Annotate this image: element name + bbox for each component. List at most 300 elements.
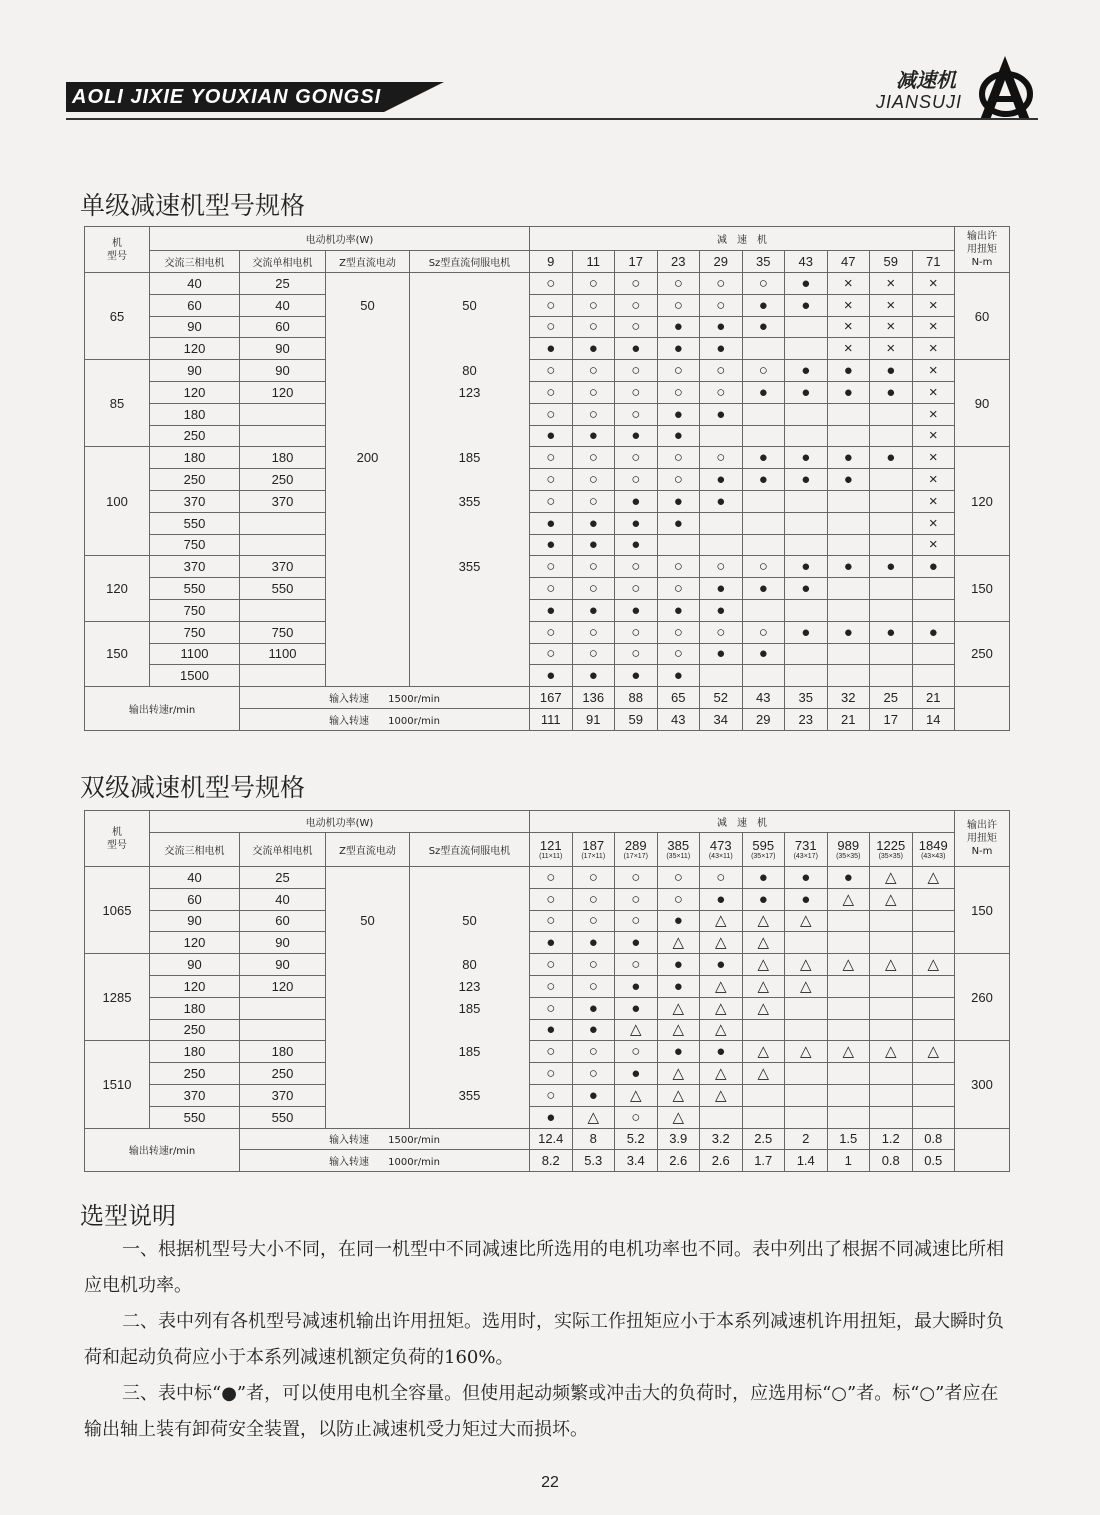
suitability-mark: ● xyxy=(700,338,743,360)
suitability-mark xyxy=(827,1106,870,1128)
suitability-mark: ○ xyxy=(530,643,573,665)
ratio-header: 473 (43×11) xyxy=(700,833,743,867)
ratio-header: 71 xyxy=(912,251,955,273)
power-cell: 50 xyxy=(410,910,530,932)
output-speed-value: 59 xyxy=(615,708,658,730)
suitability-mark: ○ xyxy=(700,273,743,295)
suitability-mark: ● xyxy=(785,578,828,600)
power-cell xyxy=(240,534,326,556)
model-cell: 1510 xyxy=(85,1041,150,1128)
suitability-mark: ○ xyxy=(742,273,785,295)
company-banner: AOLI JIXIE YOUXIAN GONGSI xyxy=(66,82,384,112)
suitability-mark: △ xyxy=(912,954,955,976)
suitability-mark: ● xyxy=(785,360,828,382)
suitability-mark xyxy=(742,534,785,556)
power-cell: 90 xyxy=(150,316,240,338)
suitability-mark xyxy=(912,643,955,665)
suitability-mark: ● xyxy=(870,447,913,469)
power-cell: 90 xyxy=(150,360,240,382)
note-paragraph-3: 三、表中标“●”者，可以使用电机全容量。但使用起动频繁或冲击大的负荷时，应选用标“○”者。标“○”者应在输出轴上装有卸荷安全装置，以防止减速机受力矩过大而损坏。 xyxy=(84,1383,999,1440)
suitability-mark: ● xyxy=(870,556,913,578)
power-cell: 90 xyxy=(150,910,240,932)
suitability-mark: ○ xyxy=(657,273,700,295)
suitability-mark xyxy=(870,512,913,534)
output-speed-value: 52 xyxy=(700,687,743,709)
suitability-mark: △ xyxy=(657,932,700,954)
power-cell xyxy=(410,578,530,600)
table-row xyxy=(85,425,1010,447)
power-cell xyxy=(410,1019,530,1041)
selection-notes-title: 选型说明 xyxy=(80,1202,176,1230)
suitability-mark: ○ xyxy=(530,888,573,910)
model-cell: 1065 xyxy=(85,867,150,954)
suitability-mark xyxy=(742,403,785,425)
suitability-mark: ○ xyxy=(657,556,700,578)
torque-header: 输出许 用扭矩 N-m xyxy=(955,811,1010,867)
suitability-mark: ○ xyxy=(615,381,658,403)
table-row xyxy=(85,1106,1010,1128)
power-cell: 120 xyxy=(150,338,240,360)
power-cell xyxy=(410,469,530,491)
suitability-mark: ● xyxy=(870,381,913,403)
suitability-mark: ● xyxy=(657,425,700,447)
suitability-mark xyxy=(785,316,828,338)
suitability-mark: ○ xyxy=(530,954,573,976)
suitability-mark xyxy=(785,665,828,687)
suitability-mark: △ xyxy=(700,975,743,997)
product-name-en: JIANSUJI xyxy=(875,92,962,112)
suitability-mark xyxy=(870,1106,913,1128)
suitability-mark: △ xyxy=(742,954,785,976)
power-cell: 355 xyxy=(410,1084,530,1106)
output-speed-value: 17 xyxy=(870,708,913,730)
suitability-mark xyxy=(827,425,870,447)
suitability-mark: ● xyxy=(615,1063,658,1085)
suitability-mark: ● xyxy=(530,512,573,534)
suitability-mark: × xyxy=(912,403,955,425)
suitability-mark: × xyxy=(912,512,955,534)
suitability-mark: ● xyxy=(530,338,573,360)
power-cell xyxy=(240,403,326,425)
motor-type-header: 交流三相电机 xyxy=(150,251,240,273)
suitability-mark: ○ xyxy=(530,447,573,469)
suitability-mark: △ xyxy=(870,888,913,910)
suitability-mark: ○ xyxy=(615,954,658,976)
table-row xyxy=(85,1063,1010,1085)
suitability-mark: △ xyxy=(785,954,828,976)
reducer-header: 减 速 机 xyxy=(530,227,955,251)
output-speed-value: 1.2 xyxy=(870,1128,913,1150)
suitability-mark xyxy=(742,1106,785,1128)
torque-cell: 260 xyxy=(955,954,1010,1041)
suitability-mark: × xyxy=(912,381,955,403)
power-cell xyxy=(326,954,410,976)
suitability-mark xyxy=(827,997,870,1019)
power-cell: 250 xyxy=(150,425,240,447)
suitability-mark: ● xyxy=(827,469,870,491)
suitability-mark: ● xyxy=(742,316,785,338)
suitability-mark: ○ xyxy=(530,556,573,578)
suitability-mark: ○ xyxy=(572,578,615,600)
suitability-mark: ○ xyxy=(530,910,573,932)
power-cell xyxy=(240,512,326,534)
suitability-mark: ● xyxy=(700,469,743,491)
product-name-cn: 减速机 xyxy=(896,68,956,92)
suitability-mark: ○ xyxy=(530,975,573,997)
suitability-mark: ○ xyxy=(657,888,700,910)
power-cell: 120 xyxy=(240,381,326,403)
suitability-mark xyxy=(870,599,913,621)
power-cell xyxy=(326,643,410,665)
suitability-mark: △ xyxy=(870,1041,913,1063)
double-stage-title: 双级减速机型号规格 xyxy=(80,773,306,802)
suitability-mark xyxy=(785,512,828,534)
power-cell: 123 xyxy=(410,975,530,997)
power-cell: 90 xyxy=(240,932,326,954)
power-cell xyxy=(410,425,530,447)
suitability-mark xyxy=(912,910,955,932)
suitability-mark: × xyxy=(827,294,870,316)
table-row xyxy=(85,360,1010,382)
suitability-mark xyxy=(827,1063,870,1085)
power-cell: 180 xyxy=(150,1041,240,1063)
suitability-mark: ○ xyxy=(700,360,743,382)
suitability-mark: ○ xyxy=(657,381,700,403)
power-cell: 90 xyxy=(240,954,326,976)
power-cell: 250 xyxy=(150,1019,240,1041)
suitability-mark: ○ xyxy=(572,469,615,491)
suitability-mark: ● xyxy=(615,932,658,954)
company-logo-icon xyxy=(974,54,1036,122)
suitability-mark xyxy=(785,599,828,621)
power-cell: 180 xyxy=(240,447,326,469)
output-speed-label: 输出转速r/min xyxy=(85,1128,240,1172)
suitability-mark xyxy=(870,1063,913,1085)
output-speed-value: 3.4 xyxy=(615,1150,658,1172)
suitability-mark: ● xyxy=(700,643,743,665)
output-speed-value: 5.3 xyxy=(572,1150,615,1172)
suitability-mark: △ xyxy=(700,997,743,1019)
suitability-mark: ● xyxy=(700,490,743,512)
suitability-mark xyxy=(827,643,870,665)
output-speed-value: 35 xyxy=(785,687,828,709)
suitability-mark xyxy=(785,1106,828,1128)
suitability-mark: △ xyxy=(912,1041,955,1063)
suitability-mark xyxy=(870,1019,913,1041)
torque-cell: 300 xyxy=(955,1041,1010,1128)
suitability-mark: ● xyxy=(870,360,913,382)
output-speed-value: 12.4 xyxy=(530,1128,573,1150)
output-speed-value: 32 xyxy=(827,687,870,709)
table-row xyxy=(85,381,1010,403)
reducer-header: 减 速 机 xyxy=(530,811,955,833)
suitability-mark: ○ xyxy=(615,360,658,382)
suitability-mark: ○ xyxy=(615,316,658,338)
suitability-mark: ○ xyxy=(615,867,658,889)
output-speed-value: 2.5 xyxy=(742,1128,785,1150)
suitability-mark: ● xyxy=(785,294,828,316)
suitability-mark: ○ xyxy=(700,867,743,889)
suitability-mark: ○ xyxy=(657,294,700,316)
ratio-header: 595 (35×17) xyxy=(742,833,785,867)
ratio-header: 989 (35×35) xyxy=(827,833,870,867)
suitability-mark: ○ xyxy=(700,447,743,469)
torque-cell: 120 xyxy=(955,447,1010,556)
ratio-header: 187 (17×11) xyxy=(572,833,615,867)
suitability-mark xyxy=(827,932,870,954)
table-row xyxy=(85,512,1010,534)
suitability-mark: △ xyxy=(785,1041,828,1063)
suitability-mark: ● xyxy=(530,1106,573,1128)
ratio-header: 59 xyxy=(870,251,913,273)
suitability-mark xyxy=(870,910,913,932)
table-row xyxy=(85,910,1010,932)
table-row xyxy=(85,665,1010,687)
suitability-mark: △ xyxy=(785,975,828,997)
suitability-mark: ● xyxy=(827,360,870,382)
suitability-mark xyxy=(870,425,913,447)
suitability-mark: ● xyxy=(657,954,700,976)
suitability-mark xyxy=(827,599,870,621)
suitability-mark: ● xyxy=(700,599,743,621)
power-cell: 90 xyxy=(240,338,326,360)
table-row xyxy=(85,273,1010,295)
speed-torque-blank xyxy=(955,1128,1010,1172)
suitability-mark: ○ xyxy=(572,403,615,425)
suitability-mark xyxy=(700,425,743,447)
suitability-mark: ○ xyxy=(572,1063,615,1085)
suitability-mark: △ xyxy=(615,1084,658,1106)
table-row xyxy=(85,621,1010,643)
power-cell: 550 xyxy=(150,578,240,600)
power-cell xyxy=(326,469,410,491)
suitability-mark xyxy=(870,643,913,665)
power-cell xyxy=(326,556,410,578)
output-speed-value: 21 xyxy=(912,687,955,709)
power-cell xyxy=(326,1041,410,1063)
suitability-mark: ○ xyxy=(700,621,743,643)
page-number: 22 xyxy=(541,1474,559,1491)
output-speed-value: 3.2 xyxy=(700,1128,743,1150)
input-speed-label: 输入转速 1000r/min xyxy=(240,1150,530,1172)
power-cell: 355 xyxy=(410,556,530,578)
suitability-mark: ○ xyxy=(615,1041,658,1063)
table-row xyxy=(85,469,1010,491)
suitability-mark: ● xyxy=(530,425,573,447)
suitability-mark: ○ xyxy=(657,867,700,889)
suitability-mark xyxy=(870,997,913,1019)
suitability-mark xyxy=(912,932,955,954)
power-cell: 120 xyxy=(150,381,240,403)
power-cell xyxy=(326,975,410,997)
suitability-mark xyxy=(912,975,955,997)
suitability-mark xyxy=(785,403,828,425)
suitability-mark: △ xyxy=(912,867,955,889)
power-cell: 123 xyxy=(410,381,530,403)
suitability-mark: ● xyxy=(572,338,615,360)
power-cell: 40 xyxy=(240,888,326,910)
suitability-mark xyxy=(870,665,913,687)
suitability-mark xyxy=(742,665,785,687)
suitability-mark: ● xyxy=(615,425,658,447)
torque-cell: 150 xyxy=(955,867,1010,954)
suitability-mark xyxy=(785,932,828,954)
table-row xyxy=(85,932,1010,954)
suitability-mark: ● xyxy=(615,997,658,1019)
table-row xyxy=(85,338,1010,360)
double-stage-spec-table xyxy=(84,810,1010,1172)
power-cell: 370 xyxy=(150,1084,240,1106)
suitability-mark: ○ xyxy=(530,360,573,382)
model-cell: 1285 xyxy=(85,954,150,1041)
suitability-mark xyxy=(870,1084,913,1106)
ratio-header: 35 xyxy=(742,251,785,273)
power-cell: 550 xyxy=(150,1106,240,1128)
suitability-mark: ● xyxy=(700,888,743,910)
suitability-mark: × xyxy=(827,338,870,360)
suitability-mark xyxy=(827,1084,870,1106)
suitability-mark xyxy=(827,512,870,534)
suitability-mark: ● xyxy=(572,534,615,556)
suitability-mark xyxy=(912,1084,955,1106)
table-row xyxy=(85,867,1010,889)
suitability-mark: ○ xyxy=(700,556,743,578)
power-cell: 250 xyxy=(150,1063,240,1085)
power-cell: 550 xyxy=(240,1106,326,1128)
ratio-header: 43 xyxy=(785,251,828,273)
suitability-mark: △ xyxy=(827,954,870,976)
power-cell xyxy=(326,932,410,954)
power-cell xyxy=(326,578,410,600)
suitability-mark: △ xyxy=(742,932,785,954)
suitability-mark: ● xyxy=(657,338,700,360)
suitability-mark xyxy=(870,490,913,512)
selection-notes xyxy=(84,1232,1014,1448)
power-cell xyxy=(410,888,530,910)
suitability-mark: ○ xyxy=(530,1084,573,1106)
power-cell xyxy=(410,932,530,954)
suitability-mark xyxy=(785,1063,828,1085)
suitability-mark: ○ xyxy=(657,447,700,469)
suitability-mark: ● xyxy=(572,599,615,621)
suitability-mark xyxy=(912,1063,955,1085)
power-cell: 25 xyxy=(240,867,326,889)
suitability-mark: ○ xyxy=(572,975,615,997)
output-speed-label: 输出转速r/min xyxy=(85,687,240,731)
power-cell xyxy=(326,599,410,621)
output-speed-value: 0.8 xyxy=(912,1128,955,1150)
suitability-mark: × xyxy=(912,534,955,556)
motor-type-header: Z型直流电动 xyxy=(326,251,410,273)
ratio-header: 1849 (43×43) xyxy=(912,833,955,867)
suitability-mark: ● xyxy=(785,273,828,295)
suitability-mark: ○ xyxy=(530,403,573,425)
power-cell: 50 xyxy=(326,910,410,932)
power-cell: 550 xyxy=(150,512,240,534)
output-speed-value: 0.8 xyxy=(870,1150,913,1172)
suitability-mark: ○ xyxy=(615,447,658,469)
suitability-mark: ● xyxy=(530,534,573,556)
ratio-header: 11 xyxy=(572,251,615,273)
machine-model-header: 机 型号 xyxy=(85,811,150,867)
suitability-mark xyxy=(742,425,785,447)
suitability-mark: ● xyxy=(827,556,870,578)
output-speed-value: 1.5 xyxy=(827,1128,870,1150)
output-speed-value: 43 xyxy=(742,687,785,709)
suitability-mark xyxy=(912,1019,955,1041)
banner-tip xyxy=(384,82,444,112)
suitability-mark: ● xyxy=(785,447,828,469)
power-cell: 250 xyxy=(240,469,326,491)
motor-type-header: 交流单相电机 xyxy=(240,251,326,273)
power-cell: 250 xyxy=(150,469,240,491)
suitability-mark: ○ xyxy=(615,643,658,665)
suitability-mark: △ xyxy=(785,910,828,932)
note-paragraph-1: 一、根据机型号大小不同，在同一机型中不同减速比所选用的电机功率也不同。表中列出了根据不同减速比所相应电机功率。 xyxy=(84,1239,1004,1296)
suitability-mark: △ xyxy=(870,867,913,889)
suitability-mark: ● xyxy=(785,556,828,578)
output-speed-value: 2.6 xyxy=(700,1150,743,1172)
suitability-mark: ● xyxy=(530,932,573,954)
motor-power-header: 电动机功率(W) xyxy=(150,227,530,251)
suitability-mark xyxy=(785,1019,828,1041)
suitability-mark xyxy=(827,910,870,932)
suitability-mark xyxy=(827,578,870,600)
suitability-mark: × xyxy=(912,294,955,316)
suitability-mark: ● xyxy=(700,403,743,425)
model-cell: 65 xyxy=(85,273,150,360)
power-cell: 370 xyxy=(150,490,240,512)
suitability-mark xyxy=(742,338,785,360)
suitability-mark xyxy=(870,469,913,491)
power-cell: 40 xyxy=(240,294,326,316)
suitability-mark: ● xyxy=(700,954,743,976)
suitability-mark: △ xyxy=(700,1019,743,1041)
power-cell xyxy=(326,1019,410,1041)
output-speed-value: 136 xyxy=(572,687,615,709)
suitability-mark xyxy=(742,512,785,534)
suitability-mark: ● xyxy=(530,599,573,621)
suitability-mark: ● xyxy=(572,932,615,954)
power-cell: 120 xyxy=(150,975,240,997)
power-cell xyxy=(240,665,326,687)
suitability-mark: ○ xyxy=(657,360,700,382)
power-cell: 370 xyxy=(150,556,240,578)
suitability-mark: ○ xyxy=(530,381,573,403)
suitability-mark: ○ xyxy=(530,294,573,316)
suitability-mark: ● xyxy=(572,665,615,687)
output-speed-value: 167 xyxy=(530,687,573,709)
suitability-mark: ● xyxy=(657,665,700,687)
power-cell xyxy=(326,512,410,534)
suitability-mark xyxy=(657,534,700,556)
ratio-header: 1225 (35×35) xyxy=(870,833,913,867)
power-cell xyxy=(410,512,530,534)
note-paragraph-2: 二、表中列有各机型号减速机输出许用扭矩。选用时，实际工作扭矩应小于本系列减速机许用扭矩，最大瞬时负荷和起动负荷应小于本系列减速机额定负荷的160%。 xyxy=(84,1311,1004,1368)
power-cell xyxy=(240,1019,326,1041)
suitability-mark: ● xyxy=(785,381,828,403)
suitability-mark: ○ xyxy=(572,888,615,910)
suitability-mark: ● xyxy=(742,643,785,665)
suitability-mark: △ xyxy=(657,1019,700,1041)
suitability-mark xyxy=(870,403,913,425)
suitability-mark xyxy=(827,975,870,997)
output-speed-value: 91 xyxy=(572,708,615,730)
output-speed-value: 1.7 xyxy=(742,1150,785,1172)
output-speed-value: 65 xyxy=(657,687,700,709)
power-cell xyxy=(326,425,410,447)
power-cell xyxy=(326,867,410,889)
